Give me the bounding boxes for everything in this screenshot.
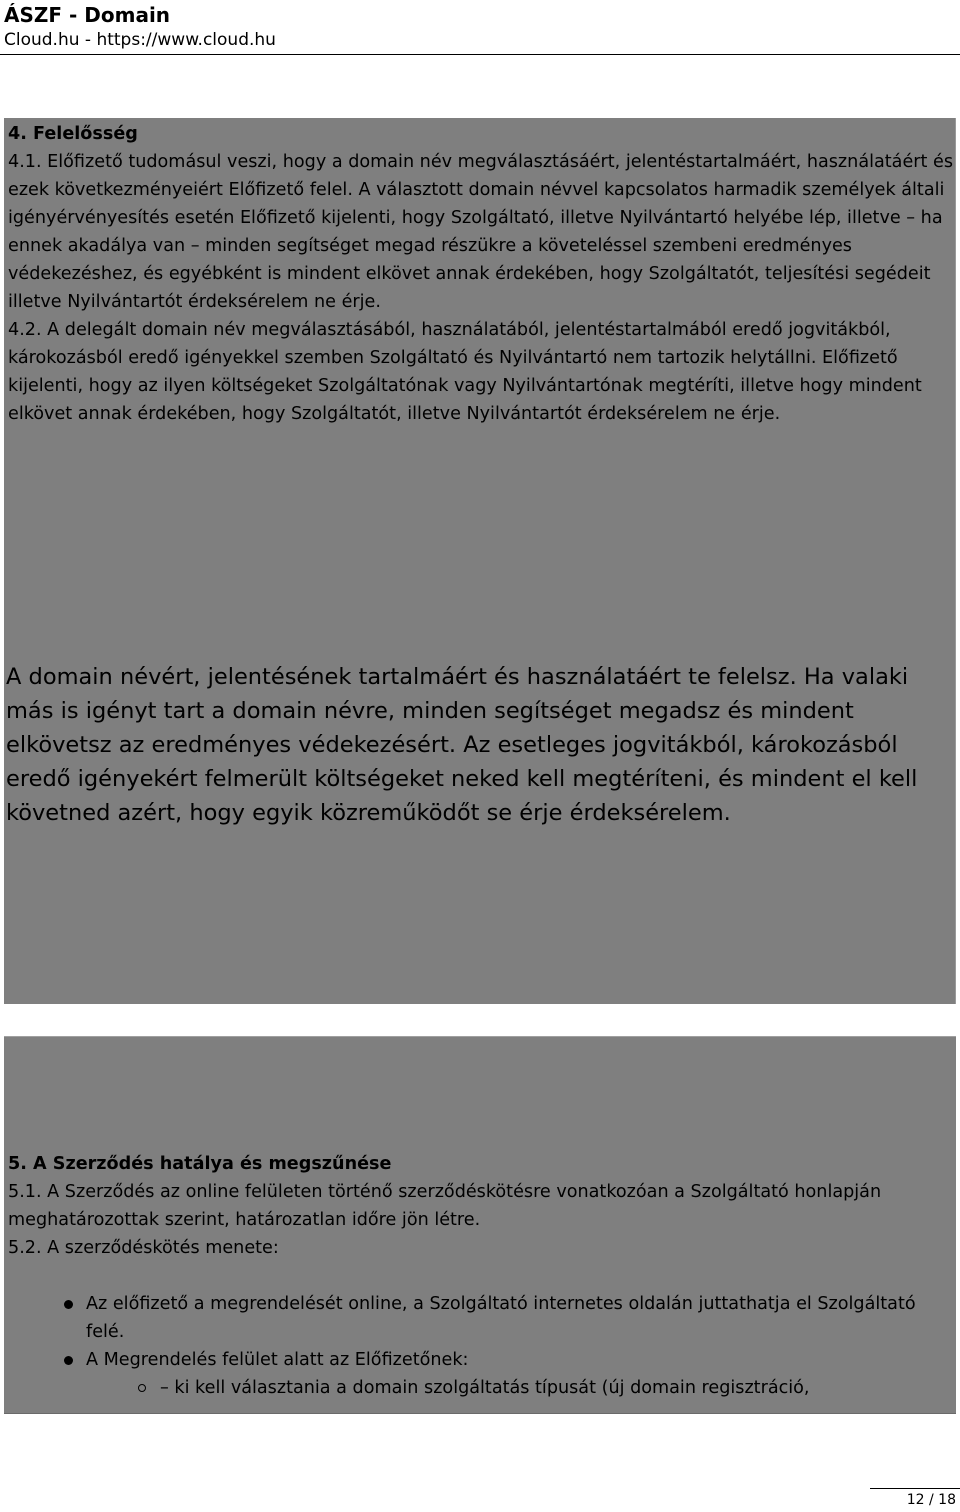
section-4-summary: A domain névért, jelentésének tartalmáért és használatáért te felelsz. Ha valaki más is igényt tart a domain névre, minden segítséget megadsz és mindent elkövetsz az eredményes védekezésért. Az esetleges jogvitákból, károkozásból eredő igényekért felmerült költségeket neked kell megtéríteni, és mindent el kell követned azért, hogy egyik közreműködőt se érje érdeksérelem.	[6, 664, 918, 826]
list-item	[86, 1346, 956, 1402]
paragraph-5-2: 5.2. A szerződéskötés menete:	[8, 1238, 279, 1258]
list-item-text: Az előfizető a megrendelését online, a Szolgáltató internetes oldalán juttathatja el Szolgáltató felé.	[86, 1294, 916, 1342]
footer-divider	[870, 1488, 960, 1489]
hollow-bullet-icon	[138, 1384, 146, 1392]
section-4-block	[4, 118, 956, 1004]
section-4-text	[6, 118, 956, 428]
section-5-text	[6, 1148, 956, 1402]
document-subtitle: Cloud.hu - https://www.cloud.hu	[4, 30, 276, 50]
section-5-heading: 5. A Szerződés hatálya és megszűnése	[8, 1154, 392, 1174]
list-item	[86, 1290, 956, 1346]
paragraph-5-1: 5.1. A Szerződés az online felületen történő szerződéskötésre vonatkozóan a Szolgáltató honlapján meghatározottak szerint, határozatlan időre jön létre.	[8, 1182, 882, 1230]
section-4-heading: 4. Felelősség	[8, 124, 138, 144]
sub-list	[86, 1374, 956, 1402]
contract-steps-list	[8, 1290, 956, 1402]
page-number: 12 / 18	[906, 1492, 956, 1508]
bullet-icon	[64, 1300, 73, 1309]
bullet-icon	[64, 1356, 73, 1365]
list-item-text: A Megrendelés felület alatt az Előfizetőnek:	[86, 1350, 469, 1370]
paragraph-4-2: 4.2. A delegált domain név megválasztásából, használatából, jelentéstartalmából eredő jogvitákból, károkozásból eredő igényekkel szemben Szolgáltató és Nyilvántartó nem tartozik helytállni. Előfizető kijelenti, hogy az ilyen költségeket Szolgáltatónak vagy Nyilvántartónak megtéríti, illetve hogy mindent elkövet annak érdekében, hogy Szolgáltatót, illetve Nyilvántartót érdeksérelem ne érje.	[8, 320, 922, 424]
sub-list-item-text: – ki kell választania a domain szolgáltatás típusát (új domain regisztráció,	[160, 1378, 810, 1398]
header-divider	[0, 54, 960, 55]
section-5-block	[4, 1036, 956, 1414]
document-header	[4, 2, 956, 52]
sub-list-item	[160, 1374, 956, 1402]
document-title: ÁSZF - Domain	[4, 3, 171, 27]
paragraph-4-1: 4.1. Előfizető tudomásul veszi, hogy a domain név megválasztásáért, jelentéstartalmáért, használatáért és ezek következményeiért Előfizető felel. A választott domain névvel kapcsolatos harmadik személyek általi igényérvényesítés esetén Előfizető kijelenti, hogy Szolgáltató, illetve Nyilvántartó helyébe lép, illetve – ha ennek akadálya van – minden segítséget megad részükre a követeléssel szembeni eredményes védekezéshez, és egyébként is mindent elkövet annak érdekében, hogy Szolgáltatót, teljesítési segédeit illetve Nyilvántartót érdeksérelem ne érje.	[8, 152, 953, 312]
